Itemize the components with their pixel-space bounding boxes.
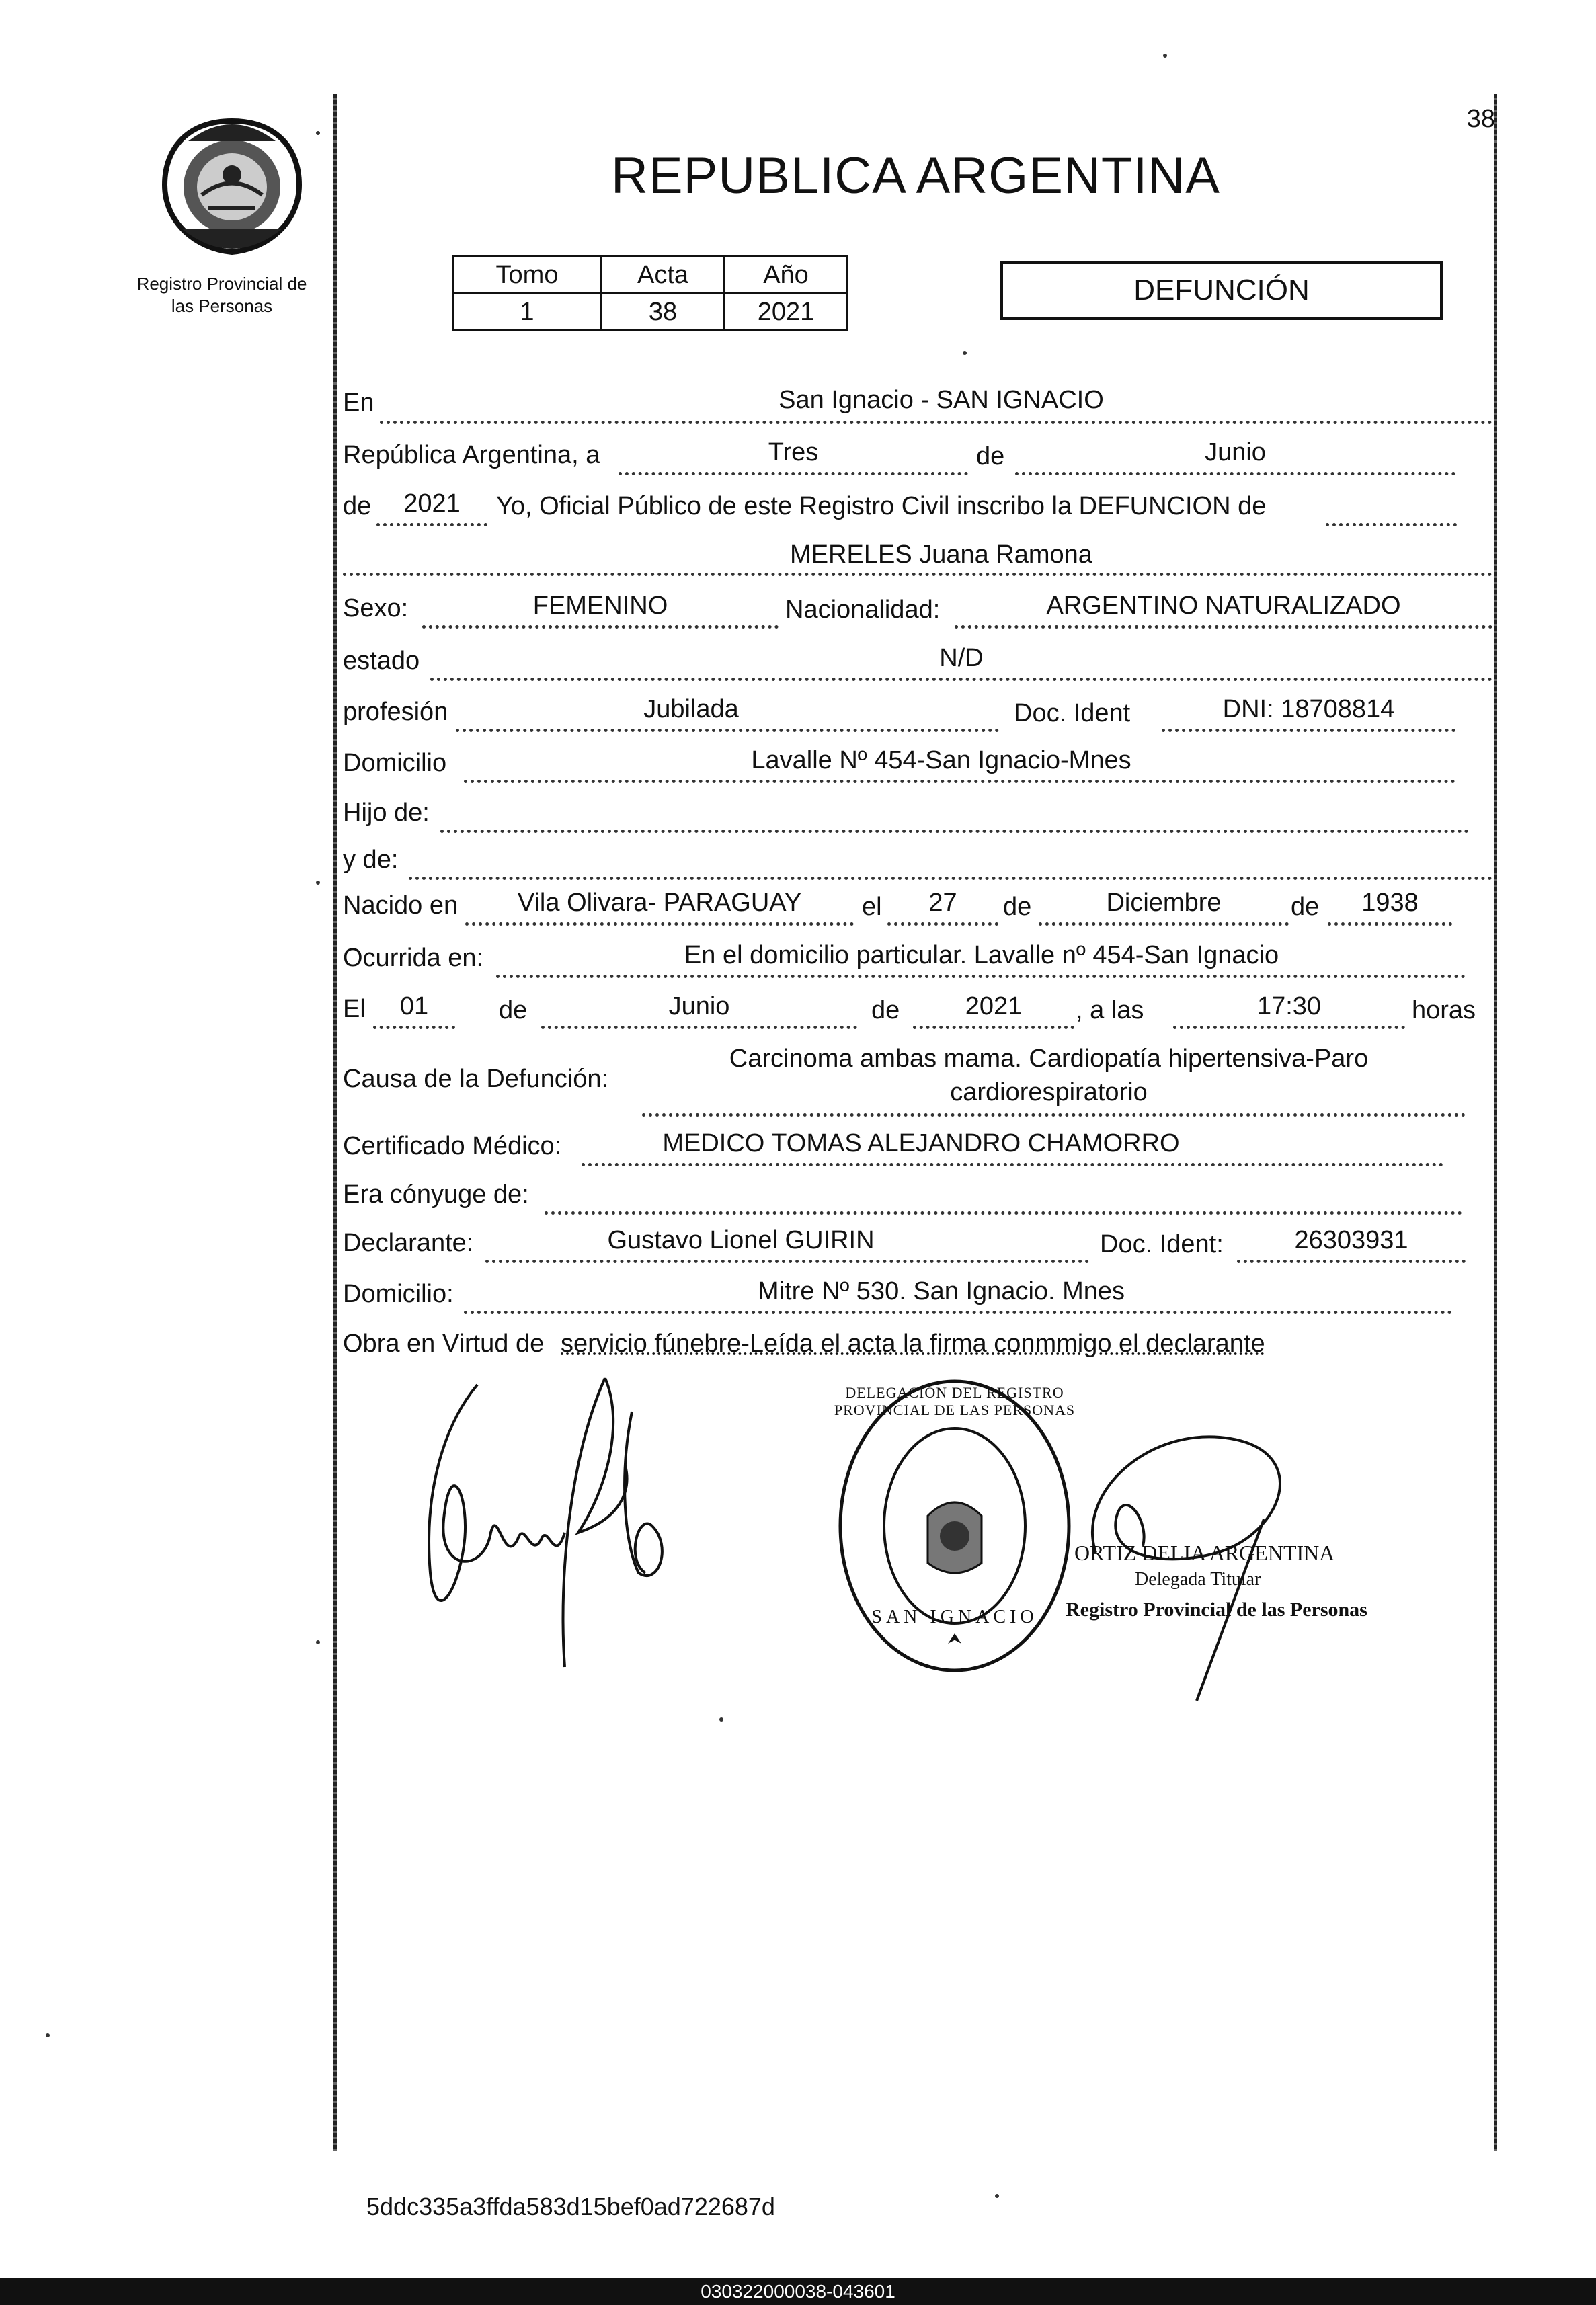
deceased-name-line [343,573,1492,576]
acta-value: 38 [602,294,725,331]
death-year-line [913,1026,1074,1029]
death-de-label-2: de [871,996,900,1024]
declarante-line [485,1260,1089,1263]
ocurrida-label: Ocurrida en: [343,944,484,972]
domicilio-value: Lavalle Nº 454-San Ignacio-Mnes [751,746,1131,774]
birth-month-line [1039,922,1289,926]
en-label: En [343,389,374,417]
birth-de-label-2: de [1291,893,1320,921]
register-table [452,255,848,331]
alas-label: , a las [1076,996,1144,1024]
nacido-lugar: Vila Olivara- PARAGUAY [517,889,802,917]
obra-value: servicio fúnebre-Leída el acta la firma conmmigo el declarante [561,1330,1265,1358]
birth-month: Diciembre [1106,889,1222,917]
tomo-header: Tomo [453,257,602,294]
scan-speck [316,1640,320,1644]
document-hash: 5ddc335a3ffda583d15bef0ad722687d [366,2193,775,2220]
estado-line [430,678,1492,681]
year-value: 2021 [403,489,461,518]
declarante-doc-line [1237,1260,1466,1263]
tomo-value: 1 [453,294,602,331]
register-table-value-row [453,294,848,331]
doc-ident-value: DNI: 18708814 [1222,695,1395,723]
inscribo-line [1326,523,1457,526]
birth-de-label-1: de [1003,893,1032,921]
domicilio2-line [464,1311,1452,1314]
nacido-label: Nacido en [343,891,458,920]
register-table-header-row [453,257,848,294]
right-margin-line [1494,94,1497,2151]
day-words: Tres [768,438,819,467]
anio-header: Año [725,257,848,294]
yde-label: y de: [343,846,399,874]
el2-label: El [343,995,366,1023]
nacionalidad-label: Nacionalidad: [785,596,941,624]
en-value: San Ignacio - SAN IGNACIO [779,386,1104,414]
official-name: ORTIZ DELIA ARGENTINA [1074,1541,1335,1565]
scan-speck [963,351,967,355]
official-title: Delegada Titular [1135,1569,1261,1590]
seal-bottom-text: SAN IGNACIO [871,1607,1038,1627]
sexo-label: Sexo: [343,594,409,622]
declarante-doc-value: 26303931 [1294,1226,1408,1254]
certificado-line [582,1163,1443,1166]
scan-speck [46,2033,50,2037]
death-year: 2021 [965,992,1023,1020]
registry-caption-line-1: Registro Provincial de [136,274,307,294]
ocurrida-value: En el domicilio particular. Lavalle nº 454-San Ignacio [684,941,1279,969]
scan-speck [995,2194,999,2198]
causa-line-2: cardiorespiratorio [950,1078,1148,1106]
doc-ident-label: Doc. Ident [1014,699,1131,727]
official-office: Registro Provincial de las Personas [1066,1599,1367,1621]
death-time-line [1173,1026,1405,1029]
page-title: REPUBLICA ARGENTINA [611,147,1220,204]
death-month: Junio [668,992,730,1020]
barcode-bar [0,2278,1596,2305]
record-type-box: DEFUNCIÓN [1000,261,1443,320]
registry-seal [834,1375,1076,1677]
horas-label: horas [1412,996,1476,1024]
death-de-label-1: de [499,996,528,1024]
birth-year: 1938 [1361,889,1419,917]
barcode-text: 030322000038-043601 [701,2281,895,2302]
domicilio2-label: Domicilio: [343,1280,454,1308]
page-number: 38 [1466,105,1495,133]
month-line [1015,472,1455,475]
hijo-line [440,830,1469,833]
year-prefix-label: de [343,492,372,520]
death-month-line [541,1026,857,1029]
obra-label: Obra en Virtud de [343,1330,545,1358]
causa-line [642,1113,1466,1117]
causa-line-1: Carcinoma ambas mama. Cardiopatía hipertensiva-Paro [729,1045,1369,1073]
estado-value: N/D [939,644,984,672]
registry-caption-line-2: las Personas [171,296,273,316]
scan-speck [316,881,320,885]
profesion-label: profesión [343,698,448,726]
ocurrida-line [496,975,1466,978]
doc-ident-line [1162,729,1455,732]
profesion-value: Jubilada [643,695,739,723]
day-line [619,472,968,475]
registry-caption [114,273,329,317]
en-line [380,421,1492,424]
deceased-name: MERELES Juana Ramona [790,540,1092,569]
nacido-el-label: el [862,893,882,921]
birth-day-line [887,922,998,926]
certificado-value: MEDICO TOMAS ALEJANDRO CHAMORRO [662,1129,1180,1158]
scan-speck [316,131,320,135]
scan-speck [719,1717,723,1722]
death-day: 01 [399,992,429,1020]
profesion-line [456,729,999,732]
de-label: de [976,442,1005,471]
declarante-value: Gustavo Lionel GUIRIN [607,1226,875,1254]
birth-day: 27 [928,889,957,917]
anio-value: 2021 [725,294,848,331]
declarante-label: Declarante: [343,1229,474,1257]
scan-speck [1163,54,1167,58]
hijo-label: Hijo de: [343,799,430,827]
seal-ring-text: DELEGACION DEL REGISTRO PROVINCIAL DE LAS PERSONAS [834,1384,1076,1418]
conyuge-line [545,1211,1462,1215]
yde-line [409,877,1492,880]
domicilio-label: Domicilio [343,749,447,777]
month-words: Junio [1205,438,1266,467]
conyuge-label: Era cónyuge de: [343,1180,529,1209]
republica-label: República Argentina, a [343,441,600,469]
domicilio-line [464,780,1455,783]
inscribo-text: Yo, Oficial Público de este Registro Civil inscribo la DEFUNCION de [496,492,1267,520]
death-day-line [373,1026,455,1029]
seal-ring-icon [834,1375,1076,1677]
estado-label: estado [343,647,420,675]
death-time: 17:30 [1256,992,1322,1020]
domicilio2-value: Mitre Nº 530. San Ignacio. Mnes [757,1277,1125,1305]
nacido-lugar-line [465,922,854,926]
acta-header: Acta [602,257,725,294]
declarant-signature [403,1371,713,1681]
nacionalidad-line [955,625,1492,629]
declarante-doc-label: Doc. Ident: [1100,1230,1224,1258]
sexo-line [422,625,779,629]
birth-year-line [1328,922,1452,926]
sexo-value: FEMENINO [532,592,668,620]
nacionalidad-value: ARGENTINO NATURALIZADO [1046,592,1401,620]
causa-label: Causa de la Defunción: [343,1065,609,1093]
certificado-label: Certificado Médico: [343,1132,562,1160]
left-margin-line [333,94,337,2151]
year-line [376,523,487,526]
